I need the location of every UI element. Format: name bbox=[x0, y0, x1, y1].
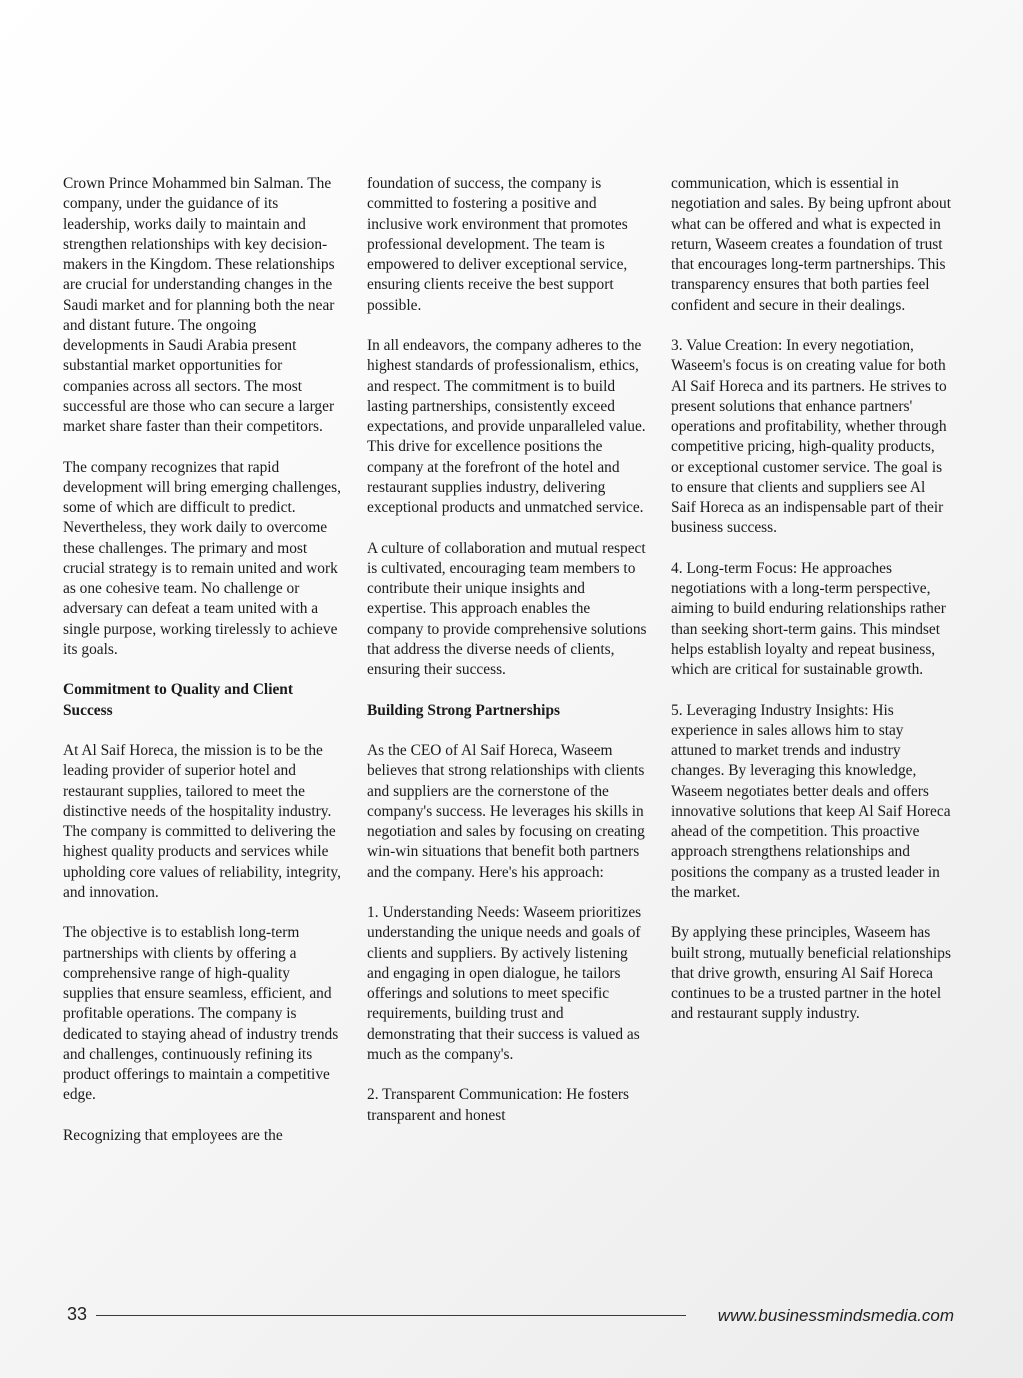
website-url: www.businessmindsmedia.com bbox=[717, 1306, 954, 1325]
article-column-2 bbox=[367, 174, 647, 1126]
section-heading: Commitment to Quality and Client Success bbox=[63, 681, 293, 719]
paragraph: Recognizing that employees are the bbox=[63, 1126, 283, 1144]
paragraph: The company recognizes that rapid development will bring emerging challenges, some of which are difficult to predict. Nevertheless, they work daily to overcome these challenges. The primary and most crucial strategy is to remain united and work as one cohesive team. No challenge or adversary can defeat a team united with a single purpose, working tirelessly to achieve its goals. bbox=[63, 458, 341, 658]
paragraph: 3. Value Creation: In every negotiation, Waseem's focus is on creating value for both Al Saif Horeca and its partners. He strives to present solutions that enhance partners' operations and profitability, whether through competitive pricing, high-quality products, or exceptional customer service. The goal is to ensure that clients and suppliers see Al Saif Horeca as an indispensable part of their business success. bbox=[671, 337, 947, 537]
paragraph: communication, which is essential in negotiation and sales. By being upfront about what can be offered and what is expected in return, Waseem creates a foundation of trust that encourages long-term partnerships. This transparency ensures that both parties feel confident and secure in their dealings. bbox=[671, 175, 951, 314]
paragraph: 2. Transparent Communication: He fosters transparent and honest bbox=[367, 1086, 630, 1124]
page-number: 33 bbox=[67, 1304, 88, 1324]
article-body bbox=[63, 174, 953, 1254]
page-footer bbox=[63, 1302, 958, 1330]
paragraph: By applying these principles, Waseem has built strong, mutually beneficial relationships that drive growth, ensuring Al Saif Horeca continues to be a trusted partner in the hotel and restaurant supply industry. bbox=[671, 924, 951, 1023]
article-column-1 bbox=[63, 174, 343, 1146]
footer-divider bbox=[96, 1315, 686, 1316]
paragraph: 5. Leveraging Industry Insights: His experience in sales allows him to stay attuned to market trends and industry changes. By leveraging this knowledge, Waseem negotiates better deals and offers innovative solutions that keep Al Saif Horeca ahead of the competition. This proactive approach strengthens relationships and positions the company as a trusted leader in the market. bbox=[671, 701, 951, 901]
paragraph: A culture of collaboration and mutual respect is cultivated, encouraging team members to contribute their unique insights and expertise. This approach enables the company to provide comprehensive solutions that address the diverse needs of clients, ensuring their success. bbox=[367, 539, 647, 678]
section-heading: Building Strong Partnerships bbox=[367, 701, 560, 719]
paragraph: 4. Long-term Focus: He approaches negotiations with a long-term perspective, aiming to build enduring relationships rather than seeking short-term gains. This mindset helps establish loyalty and repeat business, which are critical for sustainable growth. bbox=[671, 559, 946, 678]
paragraph: Crown Prince Mohammed bin Salman. The company, under the guidance of its leadership, works daily to maintain and strengthen relationships with key decision-makers in the Kingdom. These relationships are crucial for understanding changes in the Saudi market and for planning both the near and distant future. The ongoing developments in Saudi Arabia present substantial market opportunities for companies across all sectors. The most successful are those who can secure a larger market share faster than their competitors. bbox=[63, 175, 335, 435]
paragraph: As the CEO of Al Saif Horeca, Waseem believes that strong relationships with clients and suppliers are the cornerstone of the company's success. He leverages his skills in negotiation and sales by focusing on creating win-win situations that benefit both partners and the company. Here's his approach: bbox=[367, 742, 645, 881]
paragraph: 1. Understanding Needs: Waseem prioritizes understanding the unique needs and goals of clients and suppliers. By actively listening and engaging in open dialogue, he tailors offerings and solutions to meet specific requirements, building trust and demonstrating that their success is valued as much as the company's. bbox=[367, 904, 642, 1063]
paragraph: foundation of success, the company is committed to fostering a positive and inclusive work environment that promotes professional development. The team is empowered to deliver exceptional service, ensuring clients receive the best support possible. bbox=[367, 175, 628, 314]
paragraph: At Al Saif Horeca, the mission is to be the leading provider of superior hotel and restaurant supplies, tailored to meet the distinctive needs of the hospitality industry. The company is committed to delivering the highest quality products and services while upholding core values of reliability, integrity, and innovation. bbox=[63, 742, 341, 901]
paragraph: In all endeavors, the company adheres to the highest standards of professionalism, ethics, and respect. The commitment is to build lasting partnerships, consistently exceed expectations, and provide unparalleled value. This drive for excellence positions the company at the forefront of the hotel and restaurant supplies industry, delivering exceptional products and unmatched service. bbox=[367, 337, 646, 516]
article-column-3 bbox=[671, 174, 951, 1025]
paragraph: The objective is to establish long-term partnerships with clients by offering a comprehensive range of high-quality supplies that ensure seamless, efficient, and profitable operations. The company is dedicated to staying ahead of industry trends and challenges, continuously refining its product offerings to maintain a competitive edge. bbox=[63, 924, 339, 1104]
